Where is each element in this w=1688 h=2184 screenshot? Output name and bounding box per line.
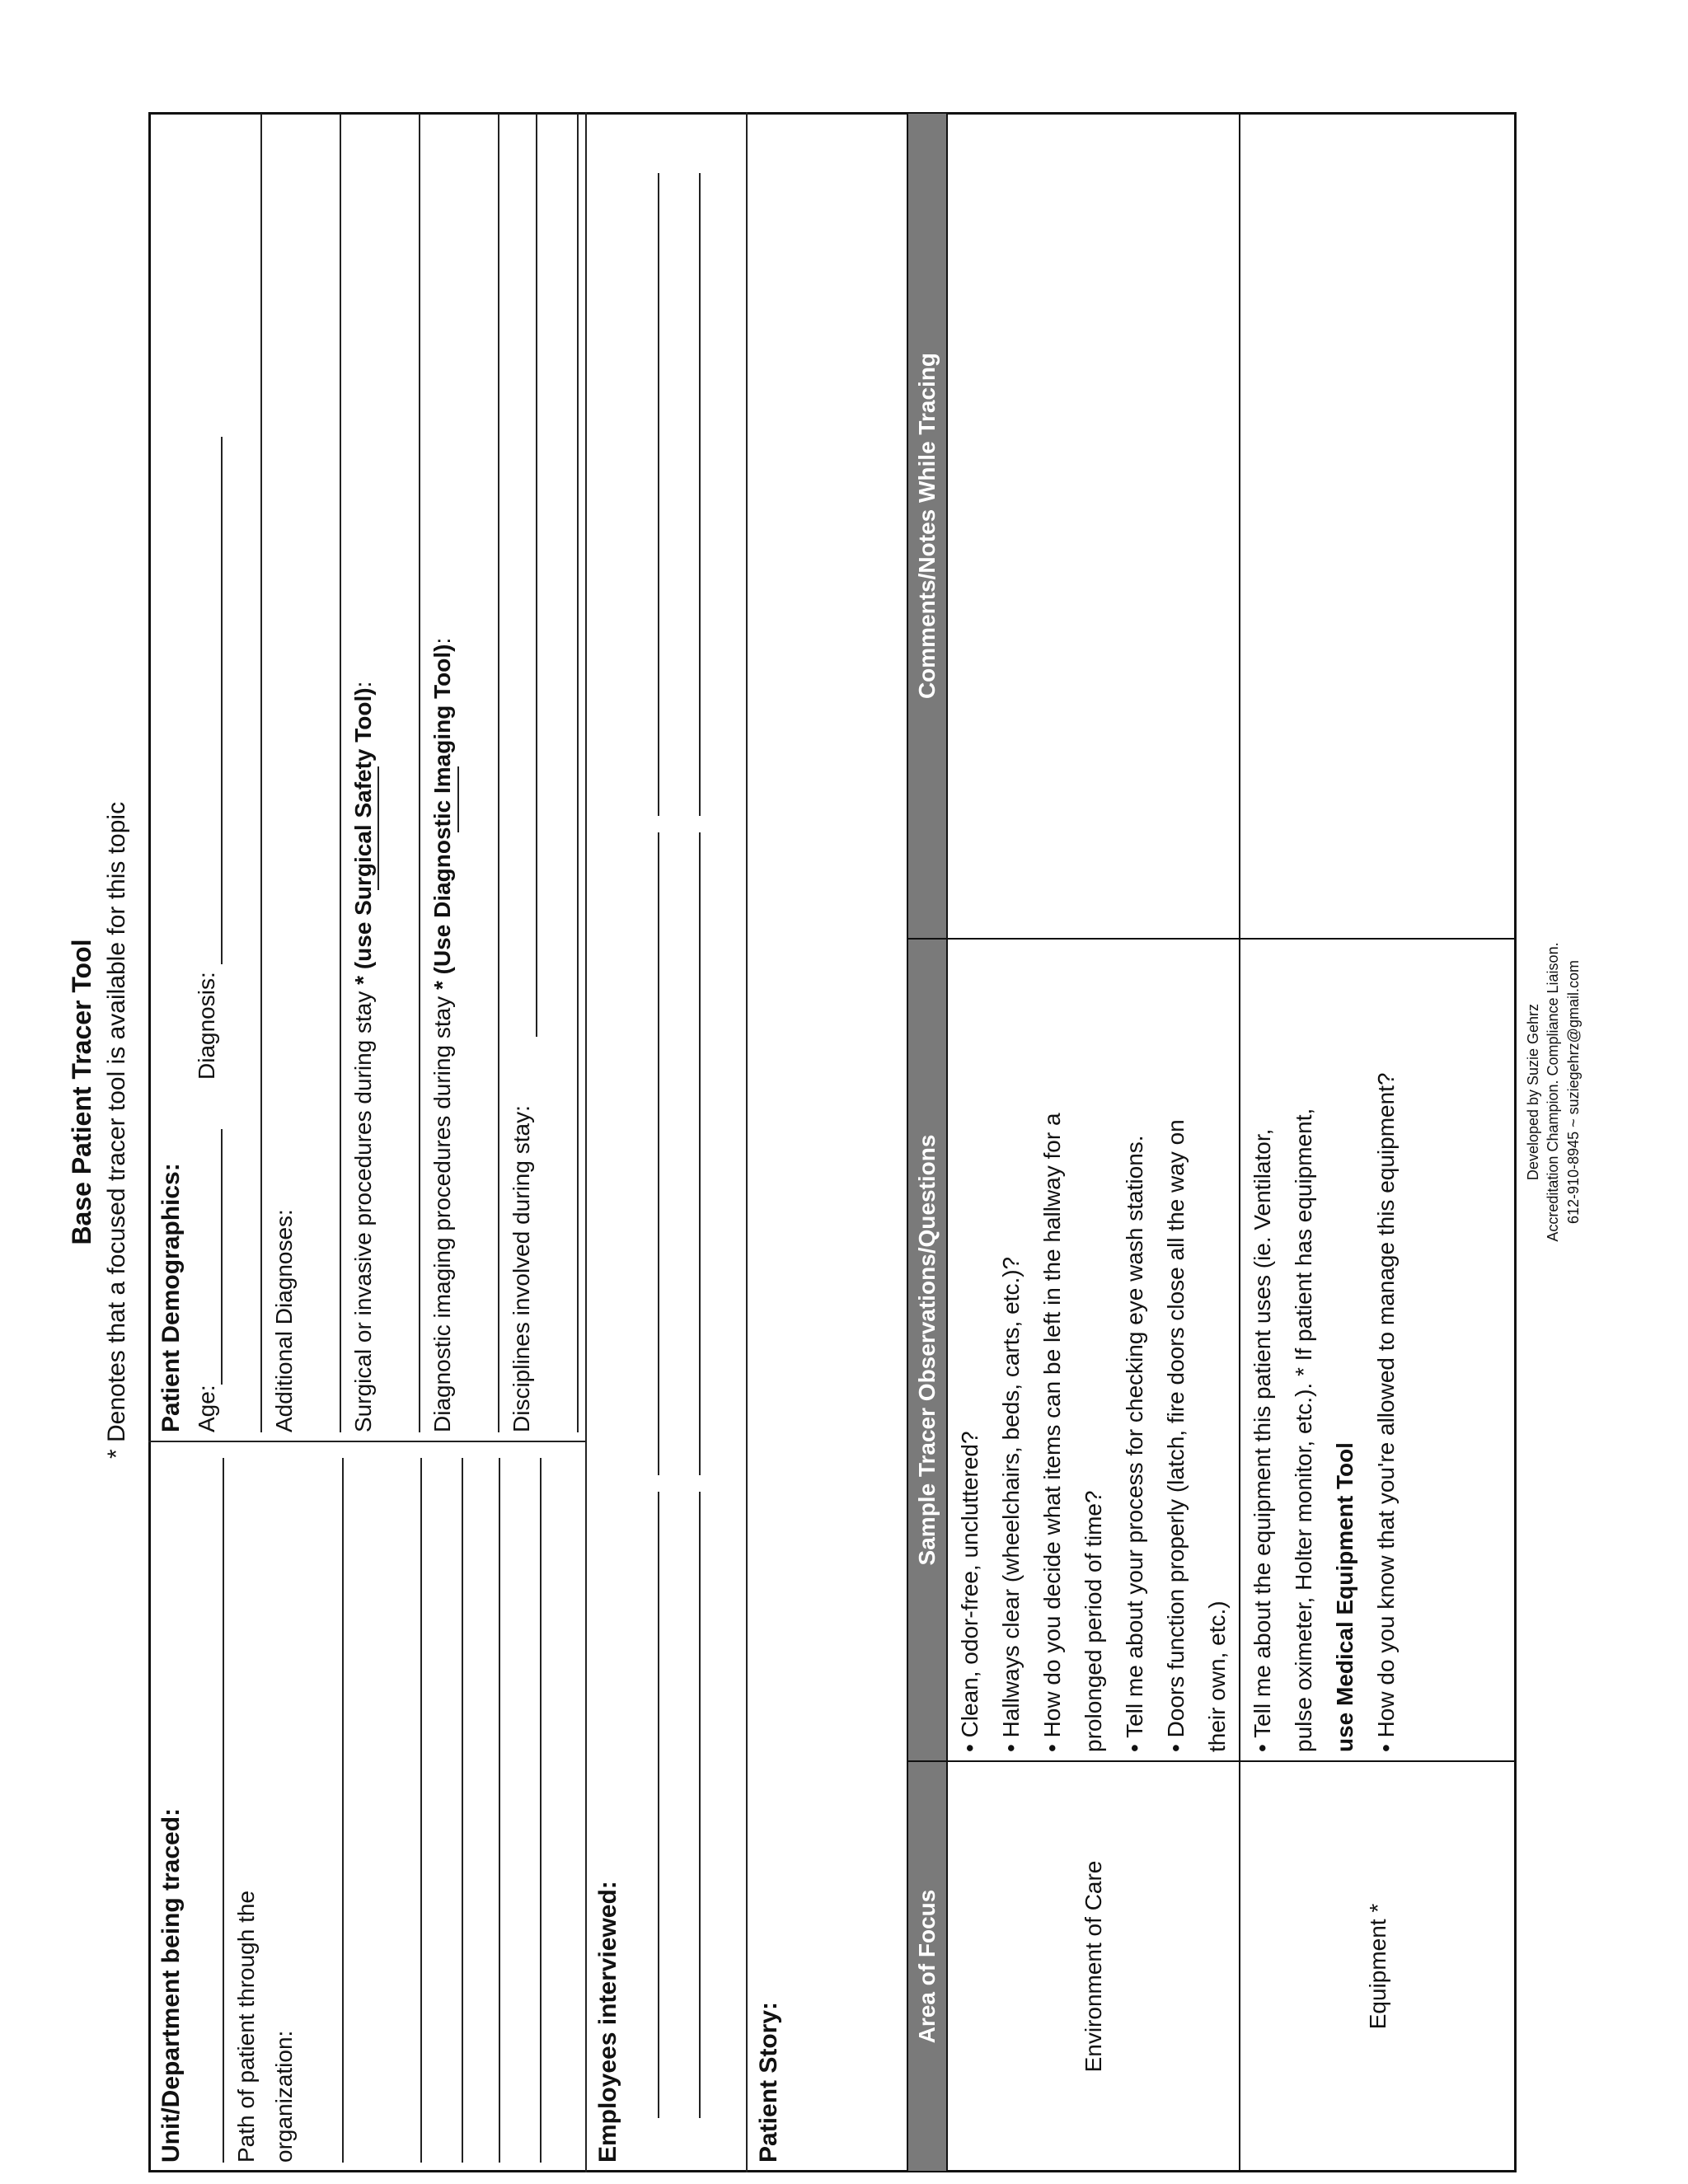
imaging-line[interactable]: [457, 766, 459, 832]
row2-focus: Equipment *: [1364, 1903, 1390, 2030]
observation-line: • Hallways clear (wheelchairs, beds, carts, etc.)?: [998, 1256, 1024, 1752]
additional-diagnoses-label: Additional Diagnoses:: [271, 1209, 297, 1432]
surgical-line-2[interactable]: [419, 114, 420, 1432]
observation-line: • Doors function properly (latch, fire doors close all the way on: [1163, 1119, 1189, 1752]
surgical-tool-ref: * (use Surgical Safety Tool): [350, 687, 376, 985]
observation-line: • Tell me about your process for checking eye wash stations.: [1122, 1135, 1147, 1752]
row1-observations: [950, 1113, 1238, 1752]
page-subtitle: * Denotes that a focused tracer tool is available for this topic: [103, 801, 130, 1459]
surgical-label: Surgical or invasive procedures during stay * (use Surgical Safety Tool):: [350, 681, 376, 1432]
section-divider-2: [746, 112, 748, 2172]
additional-line[interactable]: [340, 114, 341, 1432]
diagnosis-label: Diagnosis:: [194, 972, 219, 1080]
footer: [1523, 845, 1583, 1339]
row1-focus: Environment of Care: [1080, 1860, 1106, 2073]
unit-line[interactable]: [223, 1458, 224, 2163]
disciplines-line[interactable]: [536, 114, 537, 1037]
footer-line-2: Accreditation Champion. Compliance Liaison.: [1545, 942, 1562, 1242]
employee-line-3[interactable]: [658, 173, 659, 816]
employee-line-6[interactable]: [699, 173, 701, 816]
imaging-label: Diagnostic imaging procedures during stay * (Use Diagnostic Imaging Tool):: [429, 637, 455, 1432]
age-label: Age:: [194, 1385, 219, 1432]
diagnosis-line[interactable]: [221, 437, 223, 964]
path-line-3[interactable]: [462, 1458, 463, 2163]
age-line[interactable]: [221, 1129, 223, 1385]
path-label-2: organization:: [271, 2030, 297, 2163]
footer-line-3: 612-910-8945 ~ suziegehrz@gmail.com: [1564, 960, 1582, 1224]
observation-line: use Medical Equipment Tool: [1332, 1442, 1357, 1752]
header-observations: Sample Tracer Observations/Questions: [907, 938, 948, 1762]
footer-line-1: Developed by Suzie Gehrz: [1525, 1003, 1541, 1181]
demographics-divider: [148, 1441, 585, 1442]
disciplines-line-2[interactable]: [577, 114, 579, 1432]
observation-line: • Tell me about the equipment this patient uses (ie. Ventilator,: [1250, 1128, 1275, 1752]
observation-line: • How do you know that you're allowed to manage this equipment?: [1373, 1072, 1399, 1752]
row1-comments-cell[interactable]: [946, 112, 1240, 940]
path-label-1: Path of patient through the: [233, 1890, 259, 2163]
path-line-1[interactable]: [342, 1458, 344, 2163]
surgical-line[interactable]: [377, 766, 379, 890]
path-line-2[interactable]: [420, 1458, 422, 2163]
observation-line: • Clean, odor-free, uncluttered?: [957, 1431, 982, 1752]
header-area-of-focus: Area of Focus: [907, 1760, 948, 2172]
diagnosis-line-2[interactable]: [260, 114, 262, 1432]
observation-line: their own, etc.): [1204, 1601, 1230, 1752]
unit-label: Unit/Department being traced:: [157, 1807, 185, 2163]
employee-line-2[interactable]: [658, 832, 659, 1475]
employee-line-1[interactable]: [658, 1492, 659, 2118]
observation-line: pulse oximeter, Holter monitor, etc.). * If patient has equipment,: [1291, 1108, 1316, 1752]
disciplines-label: Disciplines involved during stay:: [509, 1105, 534, 1432]
observation-line: prolonged period of time?: [1081, 1490, 1106, 1752]
path-line-4[interactable]: [499, 1458, 500, 2163]
patient-story-label: Patient Story:: [755, 2001, 782, 2163]
demographics-heading: Patient Demographics:: [157, 1163, 185, 1432]
imaging-tool-ref: * (Use Diagnostic Imaging Tool): [429, 644, 455, 991]
section-divider-1: [585, 112, 587, 2172]
employees-label: Employees interviewed:: [594, 1881, 621, 2163]
page-title: Base Patient Tracer Tool: [67, 939, 96, 1245]
row2-comments-cell[interactable]: [1239, 112, 1517, 940]
employee-line-4[interactable]: [699, 1492, 701, 2118]
row2-observations: [1242, 1072, 1407, 1752]
path-line-5[interactable]: [540, 1458, 542, 2163]
header-comments: Comments/Notes While Tracing: [907, 112, 948, 940]
observation-line: • How do you decide what items can be left in the hallway for a: [1039, 1113, 1065, 1752]
employee-line-5[interactable]: [699, 832, 701, 1475]
imaging-line-2[interactable]: [498, 114, 499, 1432]
